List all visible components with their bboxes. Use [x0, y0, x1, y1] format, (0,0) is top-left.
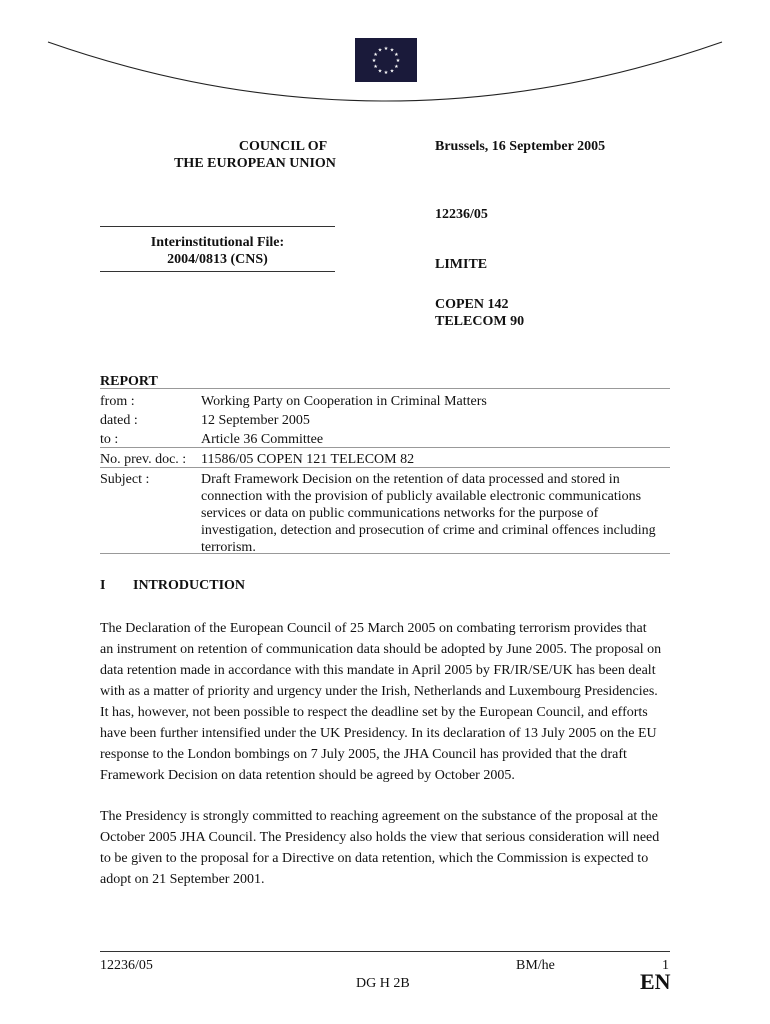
footer-doc-number: 12236/05 [100, 958, 153, 973]
svg-text:★: ★ [394, 64, 399, 70]
paragraph-line: response to the London bombings on 7 July 2005, the JHA Council has provided that the draft [100, 747, 627, 762]
meta-value: 12 September 2005 [201, 413, 310, 428]
svg-text:★: ★ [373, 52, 378, 58]
eu-flag-emblem [355, 38, 417, 82]
meta-row-from [100, 393, 670, 410]
subject-text [201, 471, 671, 556]
document-number: 12236/05 [435, 207, 488, 222]
paragraph-line: data retention made in accordance with this mandate in April 2005 by FR/IR/SE/UK has been dealt [100, 663, 656, 678]
paragraph-line: with as a matter of priority and urgency under the Irish, Netherlands and Luxembourg Presidencies. [100, 684, 658, 699]
place-date: Brussels, 16 September 2005 [435, 139, 606, 154]
footer-page-number: 1 [662, 958, 669, 973]
report-rule-bottom [100, 553, 670, 554]
meta-label: No. prev. doc. : [100, 452, 187, 467]
meta-row-dated [100, 412, 670, 429]
svg-text:★: ★ [383, 70, 389, 76]
paragraph-line: Framework Decision on data retention should be agreed by October 2005. [100, 768, 515, 783]
subject-label: Subject : [100, 472, 150, 487]
meta-row-subject [100, 471, 670, 556]
report-rule-top [100, 388, 670, 389]
footer-rule [100, 951, 670, 952]
body-paragraph-2 [100, 806, 675, 890]
paragraph-line: It has, however, not been possible to respect the deadline set by the European Council, and efforts [100, 705, 648, 720]
meta-value: 11586/05 COPEN 121 TELECOM 82 [201, 452, 415, 467]
subject-line: Draft Framework Decision on the retention of data processed and stored in [201, 472, 620, 487]
subject-line: investigation, detection and prosecution of crime and criminal offences including [201, 523, 656, 538]
meta-label: dated : [100, 413, 138, 428]
council-name-line1: COUNCIL OF [238, 139, 328, 154]
document-codes [435, 296, 524, 330]
svg-text:★: ★ [377, 68, 383, 75]
classification-label: LIMITE [435, 257, 488, 272]
paragraph-line: The Declaration of the European Council of 25 March 2005 on combating terrorism provides that [100, 621, 647, 636]
interinstitutional-label: Interinstitutional File: [150, 235, 285, 250]
report-title: REPORT [100, 374, 158, 389]
footer-initials: BM/he [516, 958, 555, 973]
section-number: I [100, 578, 106, 593]
report-rule-mid2 [100, 467, 670, 468]
meta-label: to : [100, 432, 119, 447]
svg-text:★: ★ [371, 58, 377, 64]
paragraph-line: to be given to the proposal for a Directive on data retention, which the Commission is expected to [100, 851, 649, 866]
svg-text:★: ★ [373, 64, 378, 70]
section-title: INTRODUCTION [133, 578, 246, 593]
footer-department: DG H 2B [356, 976, 410, 991]
interinstitutional-file [100, 234, 335, 268]
interinstitutional-top-rule [100, 226, 335, 227]
interinstitutional-bottom-rule [100, 271, 335, 272]
paragraph-line: adopt on 21 September 2001. [100, 872, 265, 887]
subject-line: services or data on public communications networks for the purpose of [201, 506, 599, 521]
meta-row-prev-doc [100, 451, 670, 468]
code-copen: COPEN 142 [435, 297, 509, 312]
meta-value: Article 36 Committee [201, 432, 324, 447]
svg-text:★: ★ [395, 58, 401, 64]
subject-line: connection with the provision of publicly available electronic communications [201, 489, 642, 504]
paragraph-line: have been further intensified under the UK Presidency. In its declaration of 13 July 2005 on the EU [100, 726, 657, 741]
report-rule-mid1 [100, 447, 670, 448]
council-name-line2: THE EUROPEAN UNION [174, 156, 336, 171]
svg-text:★: ★ [389, 68, 395, 75]
code-telecom: TELECOM 90 [435, 314, 525, 329]
footer-language: EN [640, 969, 671, 994]
svg-text:★: ★ [394, 52, 399, 58]
svg-text:★: ★ [383, 46, 389, 52]
svg-text:★: ★ [377, 47, 383, 54]
meta-value: Working Party on Cooperation in Criminal Matters [201, 394, 487, 409]
council-name [160, 138, 350, 172]
paragraph-line: October 2005 JHA Council. The Presidency also holds the view that serious consideration will need [100, 830, 660, 845]
body-paragraph-1 [100, 618, 675, 786]
interinstitutional-value: 2004/0813 (CNS) [167, 252, 268, 267]
meta-label: from : [100, 394, 135, 409]
svg-text:★: ★ [389, 47, 395, 54]
meta-row-to [100, 431, 670, 448]
paragraph-line: The Presidency is strongly committed to reaching agreement on the substance of the proposal at the [100, 809, 658, 824]
paragraph-line: an instrument on retention of communication data should be adopted by June 2005. The proposal on [100, 642, 662, 657]
subject-line: terrorism. [201, 540, 256, 555]
